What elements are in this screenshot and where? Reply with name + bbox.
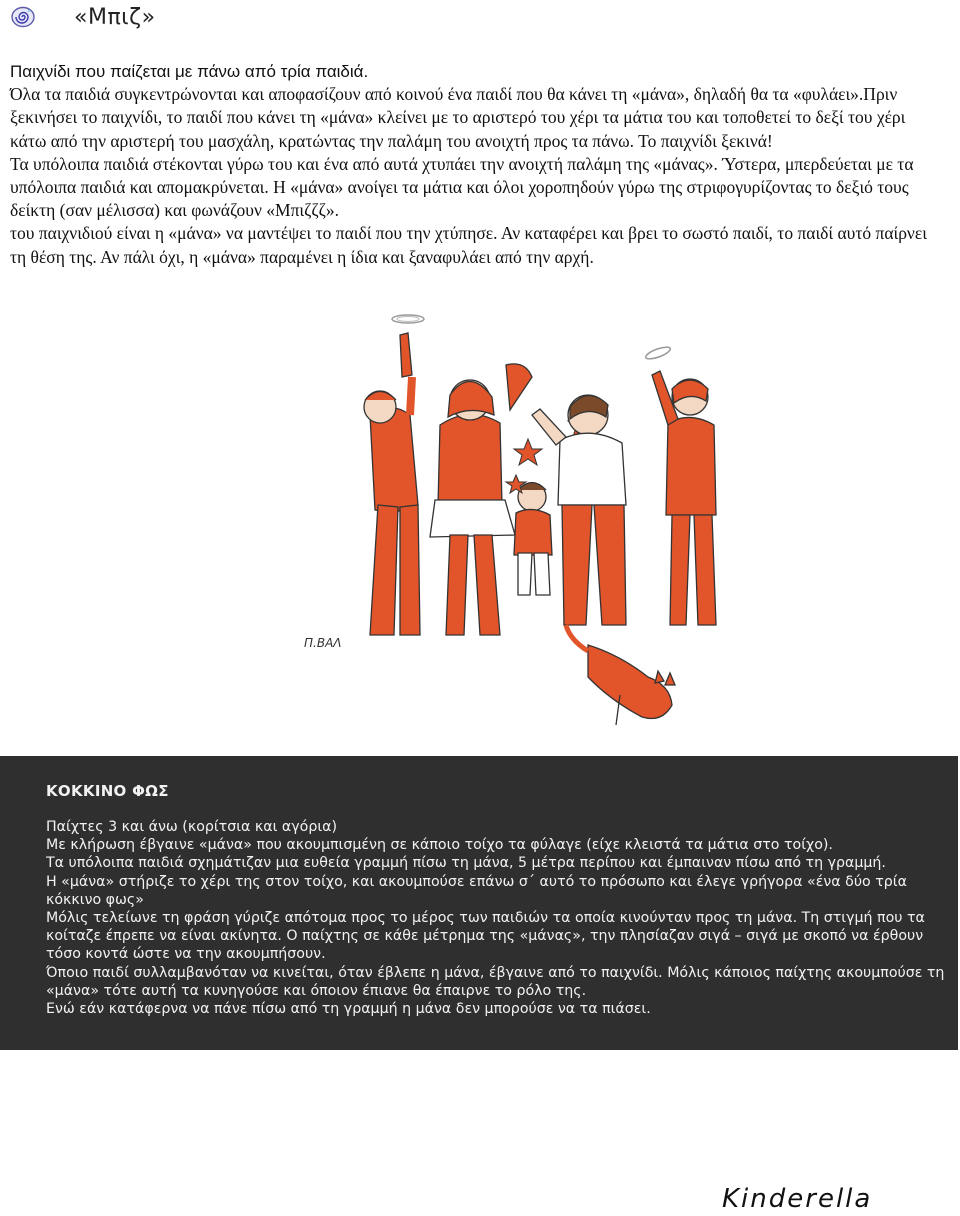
child-right <box>652 371 716 625</box>
panel-line: Η «μάνα» στήριζε το χέρι της στον τοίχο, και ακουμπούσε επάνω σ΄ αυτό το πρόσωπο και έλεγε γρήγορα «ένα δύο τρία κόκκινο φως» <box>46 873 907 908</box>
panel-line: Με κλήρωση έβγαινε «μάνα» που ακουμπισμένη σε κάποιο τοίχο τα φύλαγε (είχε κλειστά τα μάτια στο τοίχο). <box>46 837 833 854</box>
child-left <box>364 333 420 635</box>
children-game-illustration <box>270 305 740 745</box>
page-title: «Μπιζ» <box>74 4 156 30</box>
panel-title: ΚΟΚΚΙΝΟ ΦΩΣ <box>46 782 169 800</box>
cat <box>566 625 675 725</box>
panel-line: Μόλις τελείωνε τη φράση γύριζε απότομα προς το μέρος των παιδιών τα οποία κινούνταν προς τη μάνα. Τη στιγμή που τα κοίταζε έπρεπε να είναι ακίνητα. Ο παίχτης σε κάθε μέτρημα της «μάνας», την πλησίαζαν σιγά – σιγά με σκοπό να έρθουν τόσο κοντά ώστε να την ακουμπήσουν. <box>46 910 925 963</box>
illustration-signature: Π.ΒΑΛ <box>304 636 342 650</box>
panel-line: Παίχτες 3 και άνω (κορίτσια και αγόρια) <box>46 819 338 835</box>
panel-line: Ενώ εάν κατάφερνα να πάνε πίσω από τη γραμμή η μάνα δεν μπορούσε να τα πιάσει. <box>46 1001 651 1018</box>
spiral-icon <box>10 6 36 28</box>
panel-line: Όποιο παιδί συλλαμβανόταν να κινείται, όταν έβλεπε η μάνα, έβγαινε από το παιχνίδι. Μόλις κάποιος παίχτης ακουμπούσε τη «μάνα» τότε αυτή τα κυνηγούσε και όποιον έπιανε θα έπαιρνε το ρόλο της. <box>46 964 945 999</box>
page-header <box>10 2 156 32</box>
info-panel <box>0 756 958 1050</box>
footer-signature: Kinderella <box>722 1184 873 1214</box>
panel-line: Τα υπόλοιπα παιδιά σχημάτιζαν μια ευθεία γραμμή πίσω τη μάνα, 5 μέτρα περίπου και έμπαιναν πίσω από τη γραμμή. <box>46 855 886 872</box>
intro-text <box>10 60 945 269</box>
child-small <box>514 483 552 596</box>
halo <box>397 317 419 322</box>
intro-paragraph: Όλα τα παιδιά συγκεντρώνονται και αποφασίζουν από κοινού ένα παιδί που θα κάνει τη «μάνα», δηλαδή θα τα «φυλάει».Πριν ξεκινήσει το παιχνίδι, το παιδί που κάνει τη «μάνα» κλείνει με το αριστερό του χέρι τα μάτια του και τοποθετεί το δεξί του χέρι κάτω από την αριστερή του μασχάλη, κρατώντας την παλάμη του ανοιχτή προς τα πάνω. Το παιχνίδι ξεκινά! <box>10 84 906 151</box>
halo <box>644 345 671 361</box>
intro-paragraph: Τα υπόλοιπα παιδιά στέκονται γύρω του και ένα από αυτά χτυπάει την ανοιχτή παλάμη της «μάνας». Ύστερα, μπερδεύεται με τα υπόλοιπα παιδιά και απομακρύνεται. Η «μάνα» ανοίγει τα μάτια και όλοι χοροπηδούν γύρω της στριφογυρίζοντας το δεξιό τους δείκτη (σαν μέλισσα) και φωνάζουν «Μπιζζζ». <box>10 153 914 221</box>
child-girl <box>430 364 532 635</box>
panel-body <box>46 818 951 1018</box>
intro-paragraph: του παιχνιδιού είναι η «μάνα» να μαντέψει το παιδί που την χτύπησε. Αν καταφέρει και βρει το σωστό παιδί, το παιδί αυτό παίρνει τη θέση της. Αν πάλι όχι, η «μάνα» παραμένει η ίδια και ξαναφυλάει από την αρχή. <box>10 223 927 267</box>
intro-line: Παιχνίδι που παίζεται με πάνω από τρία παιδιά. <box>10 62 369 81</box>
